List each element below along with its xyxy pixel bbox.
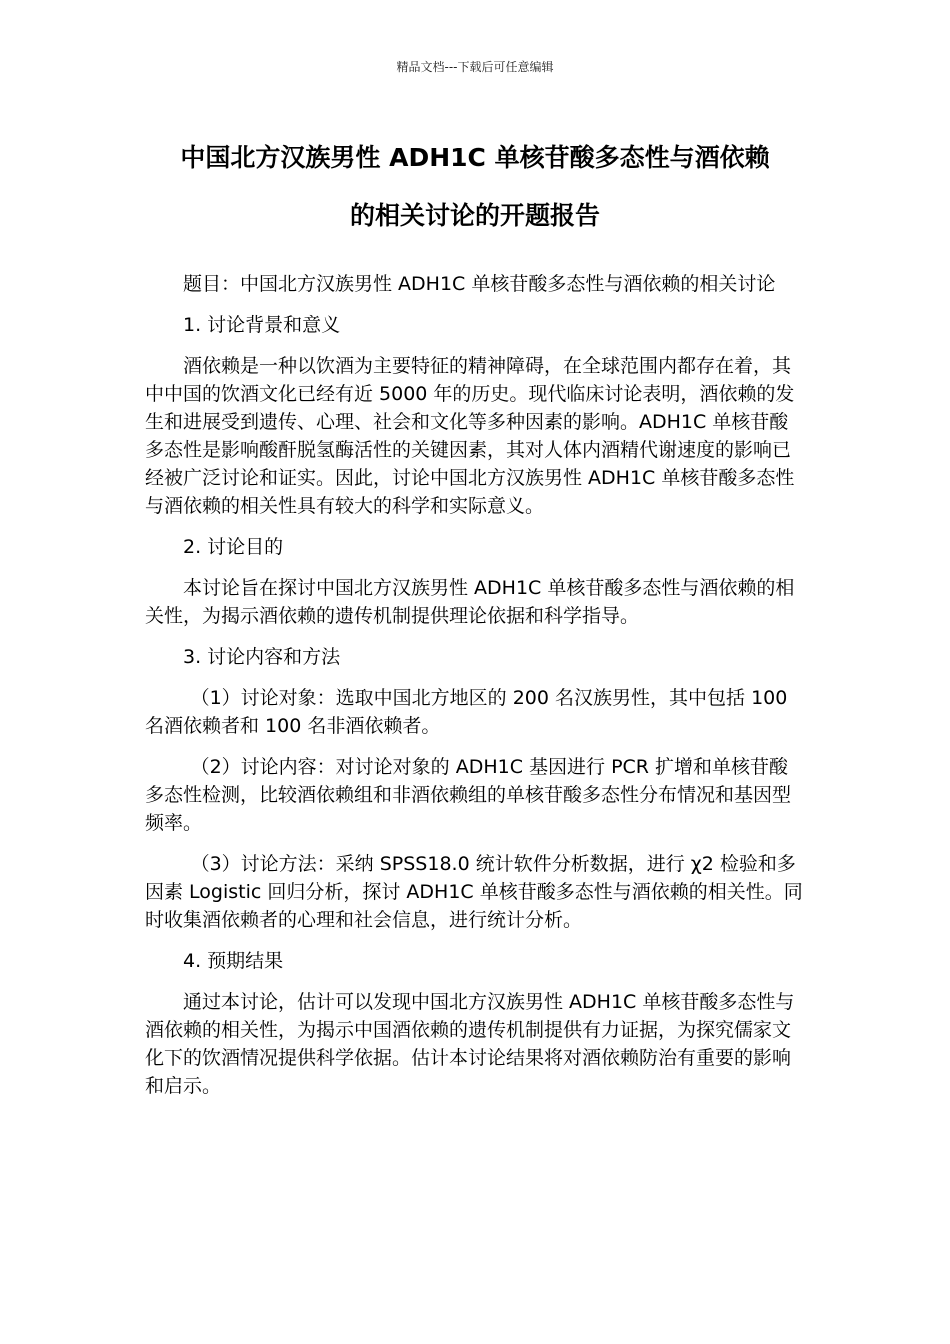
document-title-line-2: 的相关讨论的开题报告 [349,201,600,230]
methods-content-paragraph: （2）讨论内容：对讨论对象的 ADH1C 基因进行 PCR 扩增和单核苷酸多态性检测，比较酒依赖组和非酒依赖组的单核苷酸多态性分布情况和基因型频率。 [145,756,792,834]
methods-heading: 3. 讨论内容和方法 [183,646,341,668]
background-paragraph: 酒依赖是一种以饮酒为主要特征的精神障碍，在全球范围内都存在着，其中中国的饮酒文化已经有近 5000 年的历史。现代临床讨论表明，酒依赖的发生和进展受到遗传、心理、社会和文化等多种因素的影响。ADH1C 单核苷酸多态性是影响酸酐脱氢酶活性的关键因素，其对人体内酒精代谢速度的影响已经被广泛讨论和证实。因此，讨论中国北方汉族男性 ADH1C 单核苷酸多态性与酒依赖的相关性具有较大的科学和实际意义。 [145,355,795,517]
results-heading: 4. 预期结果 [183,950,284,972]
document-body [145,270,807,1113]
header-note: 精品文档---下载后可任意编辑 [396,60,554,74]
background-heading: 1. 讨论背景和意义 [183,314,341,336]
results-paragraph: 通过本讨论，估计可以发现中国北方汉族男性 ADH1C 单核苷酸多态性与酒依赖的相关性，为揭示中国酒依赖的遗传机制提供有力证据，为探究儒家文化下的饮酒情况提供科学依据。估计本讨论结果将对酒依赖防治有重要的影响和启示。 [145,991,795,1097]
purpose-paragraph: 本讨论旨在探讨中国北方汉族男性 ADH1C 单核苷酸多态性与酒依赖的相关性，为揭示酒依赖的遗传机制提供理论依据和科学指导。 [145,577,795,627]
methods-subject-paragraph: （1）讨论对象：选取中国北方地区的 200 名汉族男性，其中包括 100 名酒依赖者和 100 名非酒依赖者。 [145,687,788,737]
purpose-heading: 2. 讨论目的 [183,536,284,558]
subject-paragraph: 题目：中国北方汉族男性 ADH1C 单核苷酸多态性与酒依赖的相关讨论 [183,273,776,295]
document-title-line-1: 中国北方汉族男性 ADH1C 单核苷酸多态性与酒依赖 [180,143,770,172]
methods-method-paragraph: （3）讨论方法：采纳 SPSS18.0 统计软件分析数据，进行 χ2 检验和多因素 Logistic 回归分析，探讨 ADH1C 单核苷酸多态性与酒依赖的相关性。同时收集酒依赖者的心理和社会信息，进行统计分析。 [145,853,803,931]
